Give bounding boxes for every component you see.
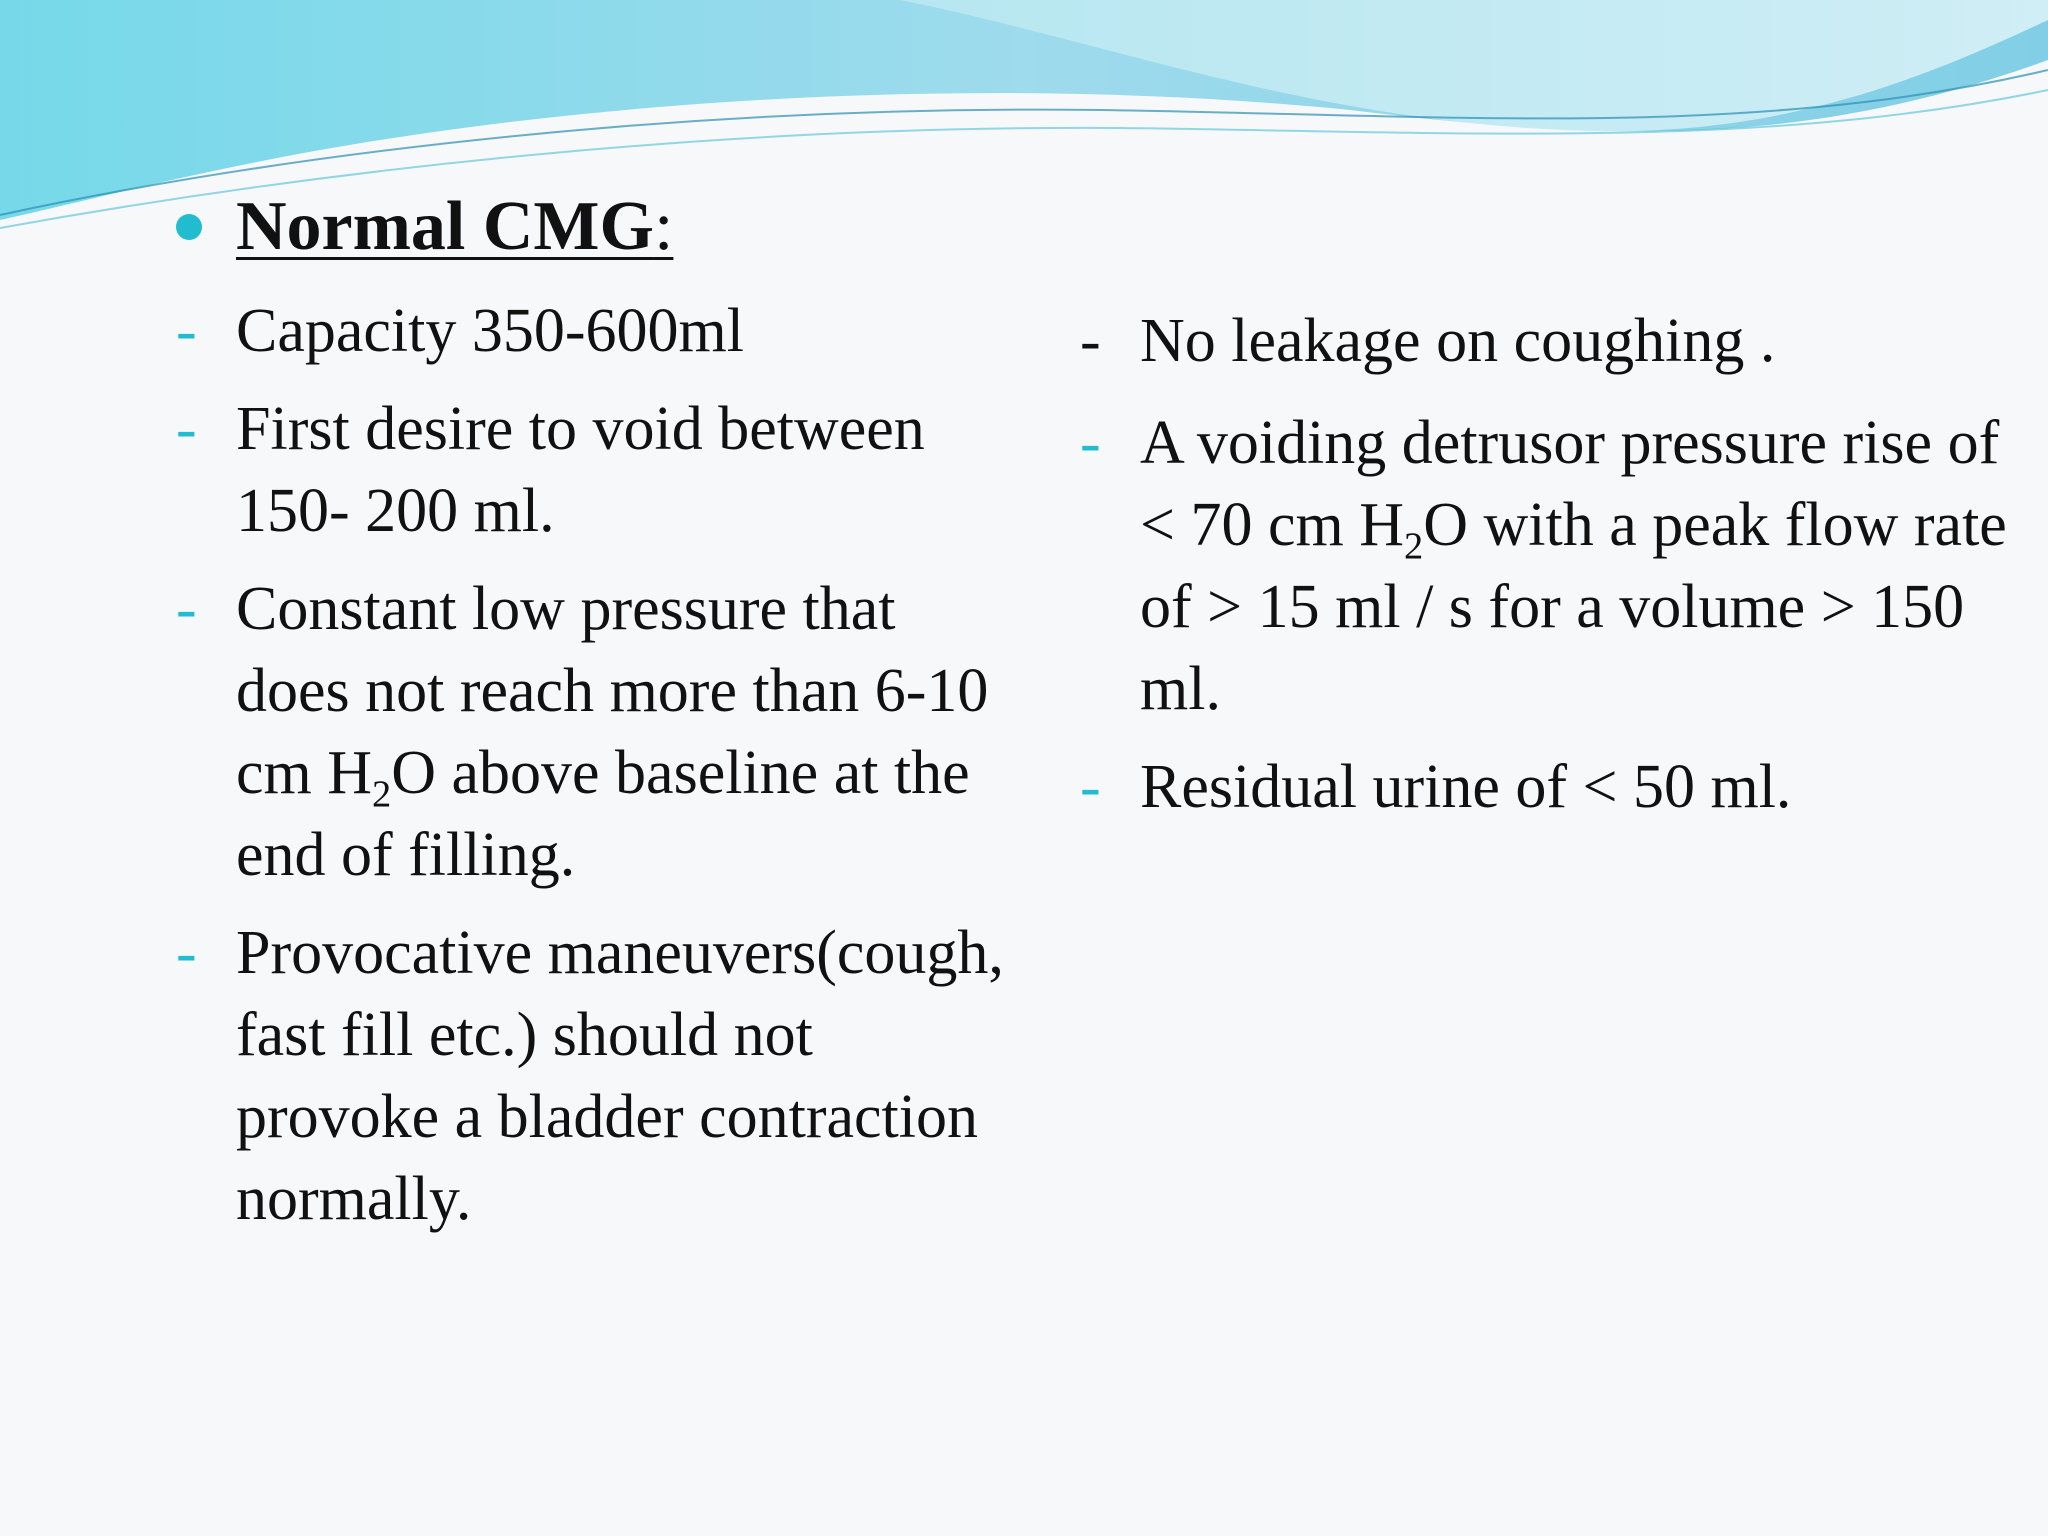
list-item	[176, 568, 1016, 896]
left-column-list	[176, 290, 1016, 1256]
list-item	[1080, 746, 2020, 828]
right-column-list	[1080, 300, 2020, 844]
dash-marker: -	[176, 575, 197, 643]
slide-title-text: Normal CMG	[236, 188, 654, 265]
slide-title	[236, 186, 673, 268]
item-text: Capacity 350-600ml	[236, 297, 744, 365]
list-item	[176, 388, 1016, 552]
list-item	[1080, 300, 2020, 382]
slide-title-colon: :	[653, 188, 674, 265]
dash-marker: -	[1080, 753, 1101, 821]
item-text-post: O with a peak flow rate of > 15 ml / s for a volume > 150 ml.	[1140, 491, 2007, 723]
list-item	[176, 912, 1016, 1240]
item-text-subscript: 2	[372, 773, 392, 816]
item-text: Residual urine of < 50 ml.	[1140, 753, 1792, 821]
dash-marker: -	[1080, 307, 1101, 375]
item-text-pre: A voiding detrusor pressure rise of < 70 cm H	[1140, 409, 2000, 559]
item-text: No leakage on coughing .	[1140, 307, 1776, 375]
dash-marker: -	[176, 297, 197, 365]
dash-marker: -	[1080, 409, 1101, 477]
bullet-icon	[176, 214, 202, 240]
list-item	[176, 290, 1016, 372]
list-item	[1080, 402, 2020, 730]
item-text: First desire to void between 150- 200 ml.	[236, 395, 925, 545]
item-text-subscript: 2	[1403, 525, 1424, 568]
item-text-post: O above baseline at the end of filling.	[236, 739, 970, 889]
dash-marker: -	[176, 919, 197, 987]
item-text-pre: Constant low pressure that does not reach more than 6-10 cm H	[236, 575, 989, 807]
dash-marker: -	[176, 395, 197, 463]
item-text: Provocative maneuvers(cough, fast fill etc.) should not provoke a bladder contraction normally.	[236, 919, 1004, 1233]
